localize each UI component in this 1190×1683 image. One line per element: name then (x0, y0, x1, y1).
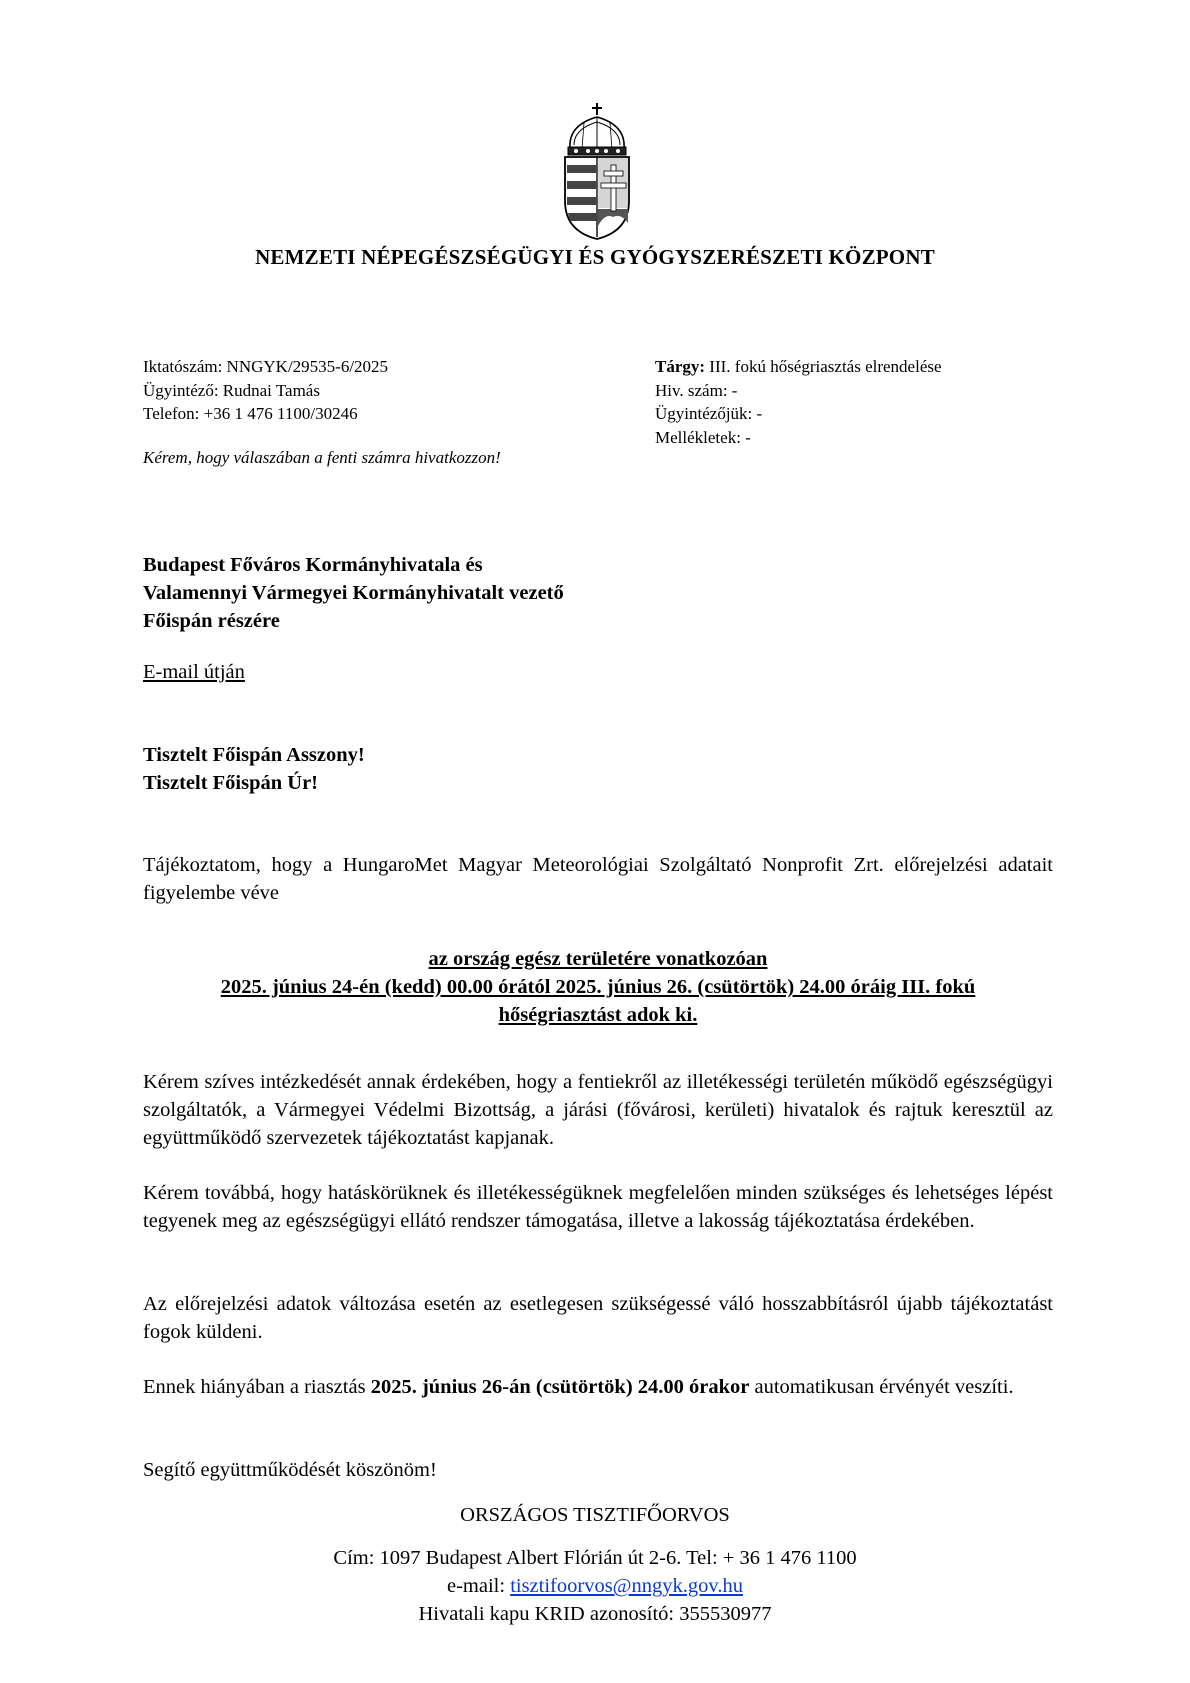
paragraph-expiry (143, 1373, 1053, 1401)
subject-label: Tárgy: (655, 357, 706, 376)
footer-krid: Hivatali kapu KRID azonosító: 355530977 (418, 1603, 772, 1625)
reference-block (143, 355, 603, 426)
salutation (143, 741, 365, 797)
delivery-method: E-mail útján (143, 661, 245, 683)
decree-block (143, 945, 1053, 1029)
expiry-text-post: automatikusan érvényét veszíti. (749, 1376, 1014, 1398)
salutation-line: Tisztelt Főispán Asszony! (143, 744, 365, 766)
footer-address: Cím: 1097 Budapest Albert Flórián út 2-6. Tel: + 36 1 476 1100 (333, 1547, 857, 1569)
file-number: Iktatószám: NNGYK/29535-6/2025 (143, 357, 389, 376)
footer-contact (0, 1544, 1190, 1628)
their-reference: Hiv. szám: - (655, 380, 738, 400)
decree-line: hőségriasztást adok ki. (498, 1004, 698, 1026)
intro-paragraph: Tájékoztatom, hogy a HungaroMet Magyar Meteorológiai Szolgáltató Nonprofit Zrt. előrejelzési adatait figyelembe véve (143, 854, 1053, 904)
coat-of-arms-icon (560, 101, 634, 241)
phone: Telefon: +36 1 476 1100/30246 (143, 404, 358, 423)
paragraph-measures: Kérem továbbá, hogy hatáskörüknek és illetékességüknek megfelelően minden szükséges és lehetséges lépést tegyenek meg az egészségügyi ellátó rendszer támogatása, illetve a lakosság tájékoztatása érdekében. (143, 1182, 1053, 1232)
decree-line: 2025. június 24-én (kedd) 00.00 órától 2025. június 26. (csütörtök) 24.00 óráig III. fokú (220, 976, 976, 998)
institution-name: NEMZETI NÉPEGÉSZSÉGÜGYI ÉS GYÓGYSZERÉSZETI KÖZPONT (255, 245, 935, 269)
salutation-line: Tisztelt Főispán Úr! (143, 772, 319, 794)
footer-email-line (0, 1572, 1190, 1600)
footer-email-label: e-mail: (447, 1575, 511, 1597)
recipient-line: Főispán részére (143, 610, 280, 632)
case-officer: Ügyintéző: Rudnai Tamás (143, 380, 320, 400)
closing-thanks: Segítő együttműködését köszönöm! (143, 1459, 437, 1481)
paragraph-extension: Az előrejelzési adatok változása esetén az esetlegesen szükségessé váló hosszabbításról újabb tájékoztatást fogok küldeni. (143, 1293, 1053, 1343)
recipient-block (143, 551, 843, 635)
paragraph-notify: Kérem szíves intézkedését annak érdekében, hogy a fentiekről az illetékességi területén működő egészségügyi szolgáltatók, a Vármegyei Védelmi Bizottság, a járási (fővárosi, kerületi) hivatalok és rajtuk keresztül az együttműködő szervezetek tájékoztatást kapjanak. (143, 1071, 1053, 1149)
attachments: Mellékletek: - (655, 427, 751, 447)
email-link[interactable]: tisztifoorvos@nngyk.gov.hu (510, 1575, 743, 1597)
subject-value: III. fokú hőségriasztás elrendelése (705, 357, 942, 376)
decree-line: az ország egész területére vonatkozóan (428, 948, 768, 970)
recipient-line: Valamennyi Vármegyei Kormányhivatalt vezető (143, 582, 564, 604)
reference-note: Kérem, hogy válaszában a fenti számra hivatkozzon! (143, 448, 501, 467)
recipient-line: Budapest Főváros Kormányhivatala és (143, 554, 483, 576)
expiry-text-pre: Ennek hiányában a riasztás (143, 1376, 371, 1398)
subject-block (655, 355, 1075, 449)
their-officer: Ügyintézőjük: - (655, 404, 763, 423)
signer-title: ORSZÁGOS TISZTIFŐORVOS (460, 1504, 730, 1526)
expiry-date: 2025. június 26-án (csütörtök) 24.00 órakor (370, 1376, 750, 1398)
subject-line (655, 355, 1075, 379)
